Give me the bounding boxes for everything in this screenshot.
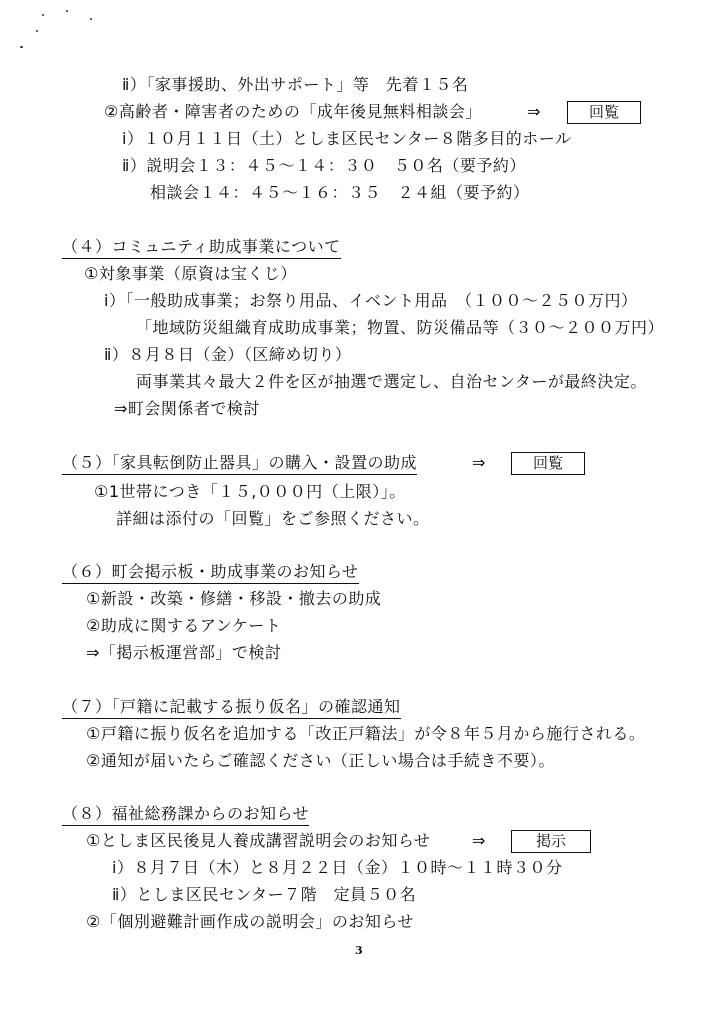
section-heading-7: （７）「戸籍に記載する振り仮名」の確認通知 [62,696,401,719]
page-number: 3 [355,944,363,957]
scan-speck [42,14,44,16]
text-line: ②助成に関するアンケート [86,616,282,635]
kairan-box: 回覧 [511,452,585,475]
text-line: 両事業其々最大２件を区が抽選で選定し、自治センターが最終決定。 [136,372,647,391]
section-heading-5: （５）「家具転倒防止器具」の購入・設置の助成 [62,452,417,475]
text-line: ①としま区民後見人養成講習説明会のお知らせ [86,831,431,850]
text-line: ⅰ）８月７日（木）と８月２２日（金）１０時～１１時３０分 [112,858,563,877]
scan-speck [66,10,68,12]
text-line: ⅱ）説明会１３：４５～１４：３０ ５０名（要予約） [122,156,526,175]
kairan-box: 回覧 [567,101,641,124]
text-line: ⅰ）１０月１１日（土）としま区民センター８階多目的ホール [122,129,572,148]
arrow-symbol: ⇒ [527,102,541,121]
section-heading-4: （４）コミュニティ助成事業について [62,236,341,259]
text-line: ②高齢者・障害者のための「成年後見無料相談会」 [104,102,482,121]
text-line: ⅱ）８月８日（金）（区締め切り） [104,345,352,364]
text-line: ①対象事業（原資は宝くじ） [84,264,297,283]
scan-speck [20,46,23,48]
arrow-symbol: ⇒ [472,831,486,850]
section-heading-6: （６）町会掲示板・助成事業のお知らせ [62,561,359,584]
section-heading-8: （８）福祉総務課からのお知らせ [62,803,309,826]
text-line: ⇒「掲示板運営部」で検討 [86,643,282,662]
text-line: ②「個別避難計画作成の説明会」のお知らせ [86,912,414,931]
scan-speck [36,30,38,32]
text-line: 相談会１４：４５～１６：３５ ２４組（要予約） [150,183,530,202]
text-line: ⅰ）「一般助成事業；お祭り用品、イベント用品 （１００～２５０万円） [104,291,638,310]
text-line: ①1世帯につき「１５,０００円（上限）」。 [94,482,406,501]
text-line: ①戸籍に振り仮名を追加する「改正戸籍法」が令８年５月から施行される。 [86,724,646,743]
text-line: 「地域防災組織育成助成事業；物置、防災備品等（３０～２００万円） [136,318,665,337]
text-line: ②通知が届いたらご確認ください（正しい場合は手続き不要）。 [86,751,555,770]
scan-speck [90,18,92,20]
text-line: 詳細は添付の「回覧」をご参照ください。 [116,509,430,528]
keiji-box: 掲示 [511,830,591,853]
text-line: ⇒町会関係者で検討 [114,399,260,418]
text-line: ⅱ）としま区民センター７階 定員５０名 [112,885,417,904]
arrow-symbol: ⇒ [472,453,486,472]
text-line: ⅱ）「家事援助、外出サポート」等 先着１５名 [122,75,469,94]
text-line: ①新設・改築・修繕・移設・撤去の助成 [86,589,382,608]
